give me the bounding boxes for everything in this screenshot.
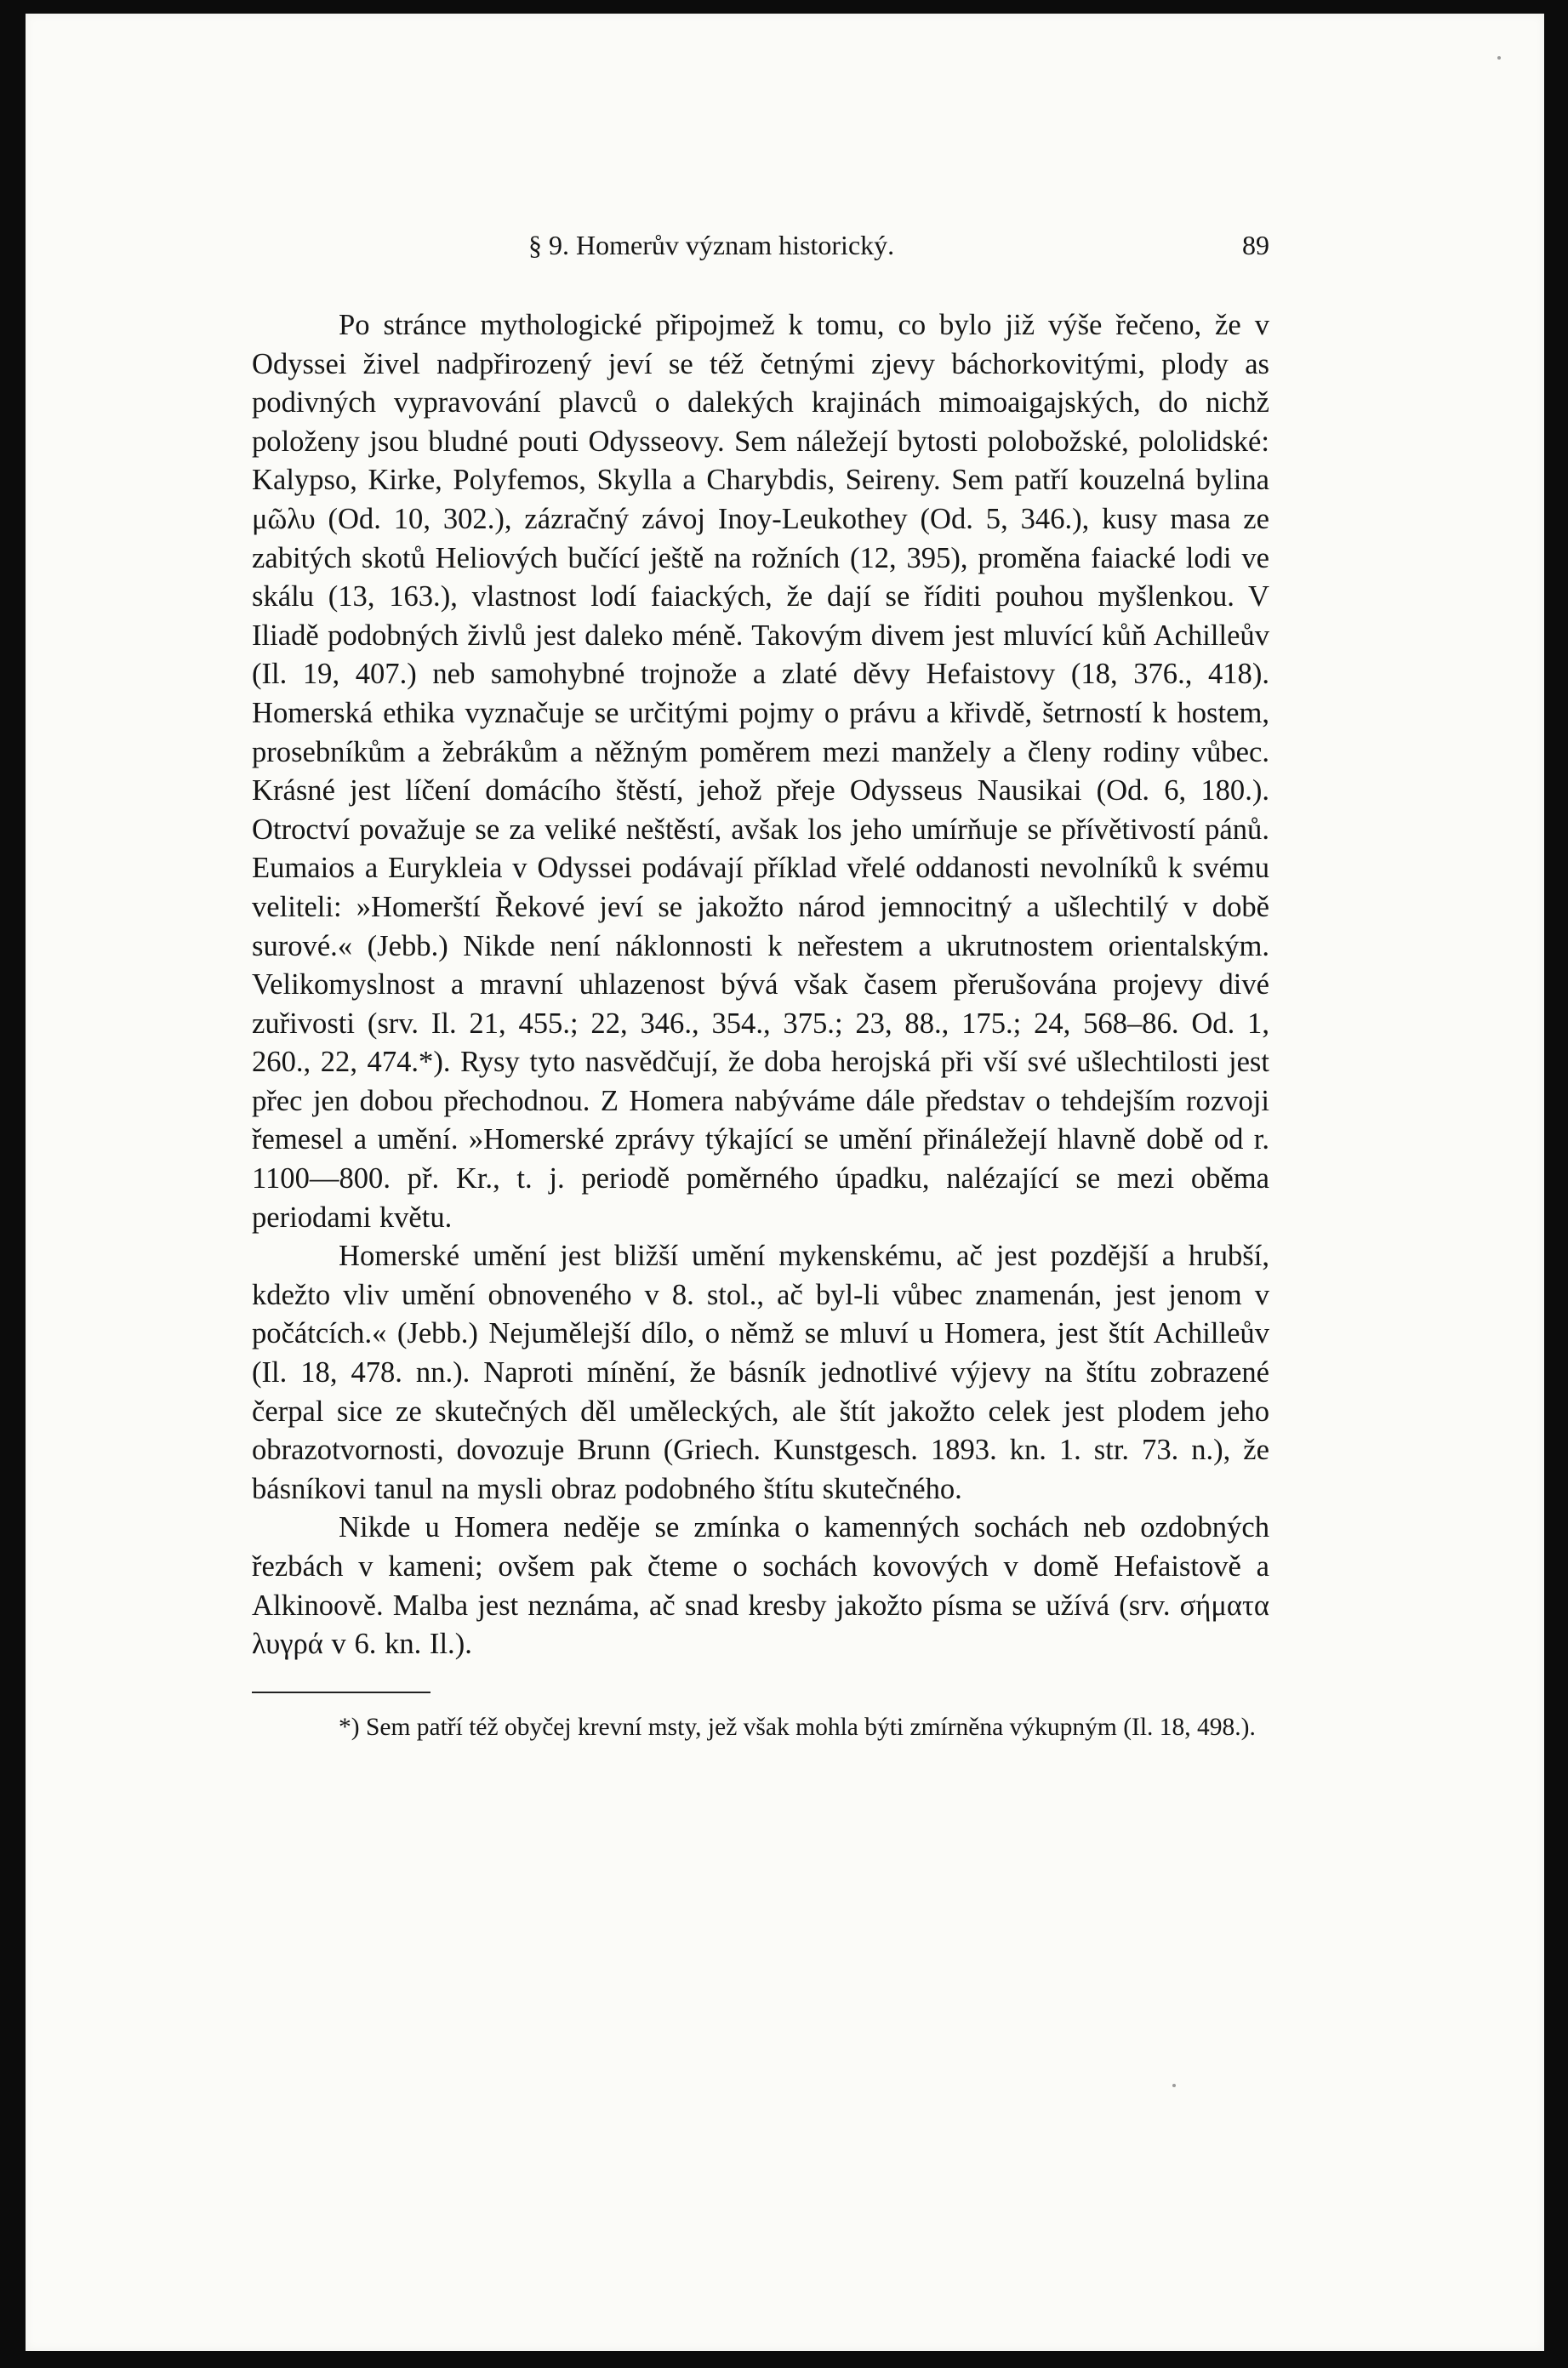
page-header xyxy=(252,226,1269,264)
footnote-rule xyxy=(252,1692,430,1693)
paragraph: Nikde u Homera neděje se zmínka o kamenných sochách neb ozdobných řezbách v kameni; ovšem pak čteme o sochách kovových v domě Hefaistově a Alkinoově. Malba jest neznáma, ač snad kresby jakožto písma se užívá (srv. σήματα λυγρά v 6. kn. Il.). xyxy=(252,1511,1269,1661)
paper-speck xyxy=(1497,56,1501,60)
running-head: § 9. Homerův význam historický. xyxy=(528,230,895,260)
page-number: 89 xyxy=(1242,230,1269,260)
paragraph: Homerské umění jest bližší umění mykenskému, ač jest pozdější a hrubší, kdežto vliv umění obnoveného v 8. stol., ač byl-li vůbec znamenán, jest jenom v počátcích.« (Jebb.) Nejumělejší dílo, o němž se mluví u Homera, jest štít Achilleův (Il. 18, 478. nn.). Naproti mínění, že básník jednotlivé výjevy na štítu zobrazené čerpal sice ze skutečných děl uměleckých, ale štít jakožto celek jest plodem jeho obrazotvornosti, dovozuje Brunn (Griech. Kunstgesch. 1893. kn. 1. str. 73. n.), že básníkovi tanul na mysli obraz podobného štítu skutečného. xyxy=(252,1240,1269,1505)
book-page xyxy=(26,14,1544,2351)
paper-speck xyxy=(1172,2084,1176,2087)
body-text xyxy=(252,306,1269,1664)
footnote: *) Sem patří též obyčej krevní msty, jež však mohla býti zmírněna výkupným (Il. 18, 498.). xyxy=(339,1713,1256,1741)
text-block xyxy=(252,226,1269,1744)
paragraph: Po stránce mythologické připojmež k tomu, co bylo již výše řečeno, že v Odyssei živel nadpřirozený jeví se též četnými zjevy báchorkovitými, plody as podivných vypravování plavců o dalekých krajinách mimoaigajských, do nichž položeny jsou bludné pouti Odysseovy. Sem náležejí bytosti polobožské, pololidské: Kalypso, Kirke, Polyfemos, Skylla a Charybdis, Seireny. Sem patří kouzelná bylina μῶλυ (Od. 10, 302.), zázračný závoj Inoy-Leukothey (Od. 5, 346.), kusy masa ze zabitých skotů Heliových bučící ještě na rožních (12, 395), proměna faiacké lodi ve skálu (13, 163.), vlastnost lodí faiackých, že dají se říditi pouhou myšlenkou. V Iliadě podobných živlů jest daleko méně. Takovým divem jest mluvící kůň Achilleův (Il. 19, 407.) neb samohybné trojnože a zlaté děvy Hefaistovy (18, 376., 418). Homerská ethika vyznačuje se určitými pojmy o právu a křivdě, šetrností k hostem, prosebníkům a žebrákům a něžným poměrem mezi manžely a členy rodiny vůbec. Krásné jest líčení domácího štěstí, jehož přeje Odysseus Nausikai (Od. 6, 180.). Otroctví považuje se za veliké neštěstí, avšak los jeho umírňuje se přívětivostí pánů. Eumaios a Eurykleia v Odyssei podávají příklad vřelé oddanosti nevolníků k svému veliteli: »Homerští Řekové jeví se jakožto národ jemnocitný a ušlechtilý v době surové.« (Jebb.) Nikde není náklonnosti k neřestem a ukrutnostem orientalským. Velikomyslnost a mravní uhlazenost bývá však časem přerušována projevy divé zuřivosti (srv. Il. 21, 455.; 22, 346., 354., 375.; 23, 88., 175.; 24, 568–86. Od. 1, 260., 22, 474.*). Rysy tyto nasvědčují, že doba herojská při vší své ušlechtilosti jest přec jen dobou přechodnou. Z Homera nabýváme dále představ o tehdejším rozvoji řemesel a umění. »Homerské zprávy týkající se umění přináležejí hlavně době od r. 1100—800. př. Kr., t. j. periodě poměrného úpadku, nalézající se mezi oběma periodami květu. xyxy=(252,309,1269,1234)
